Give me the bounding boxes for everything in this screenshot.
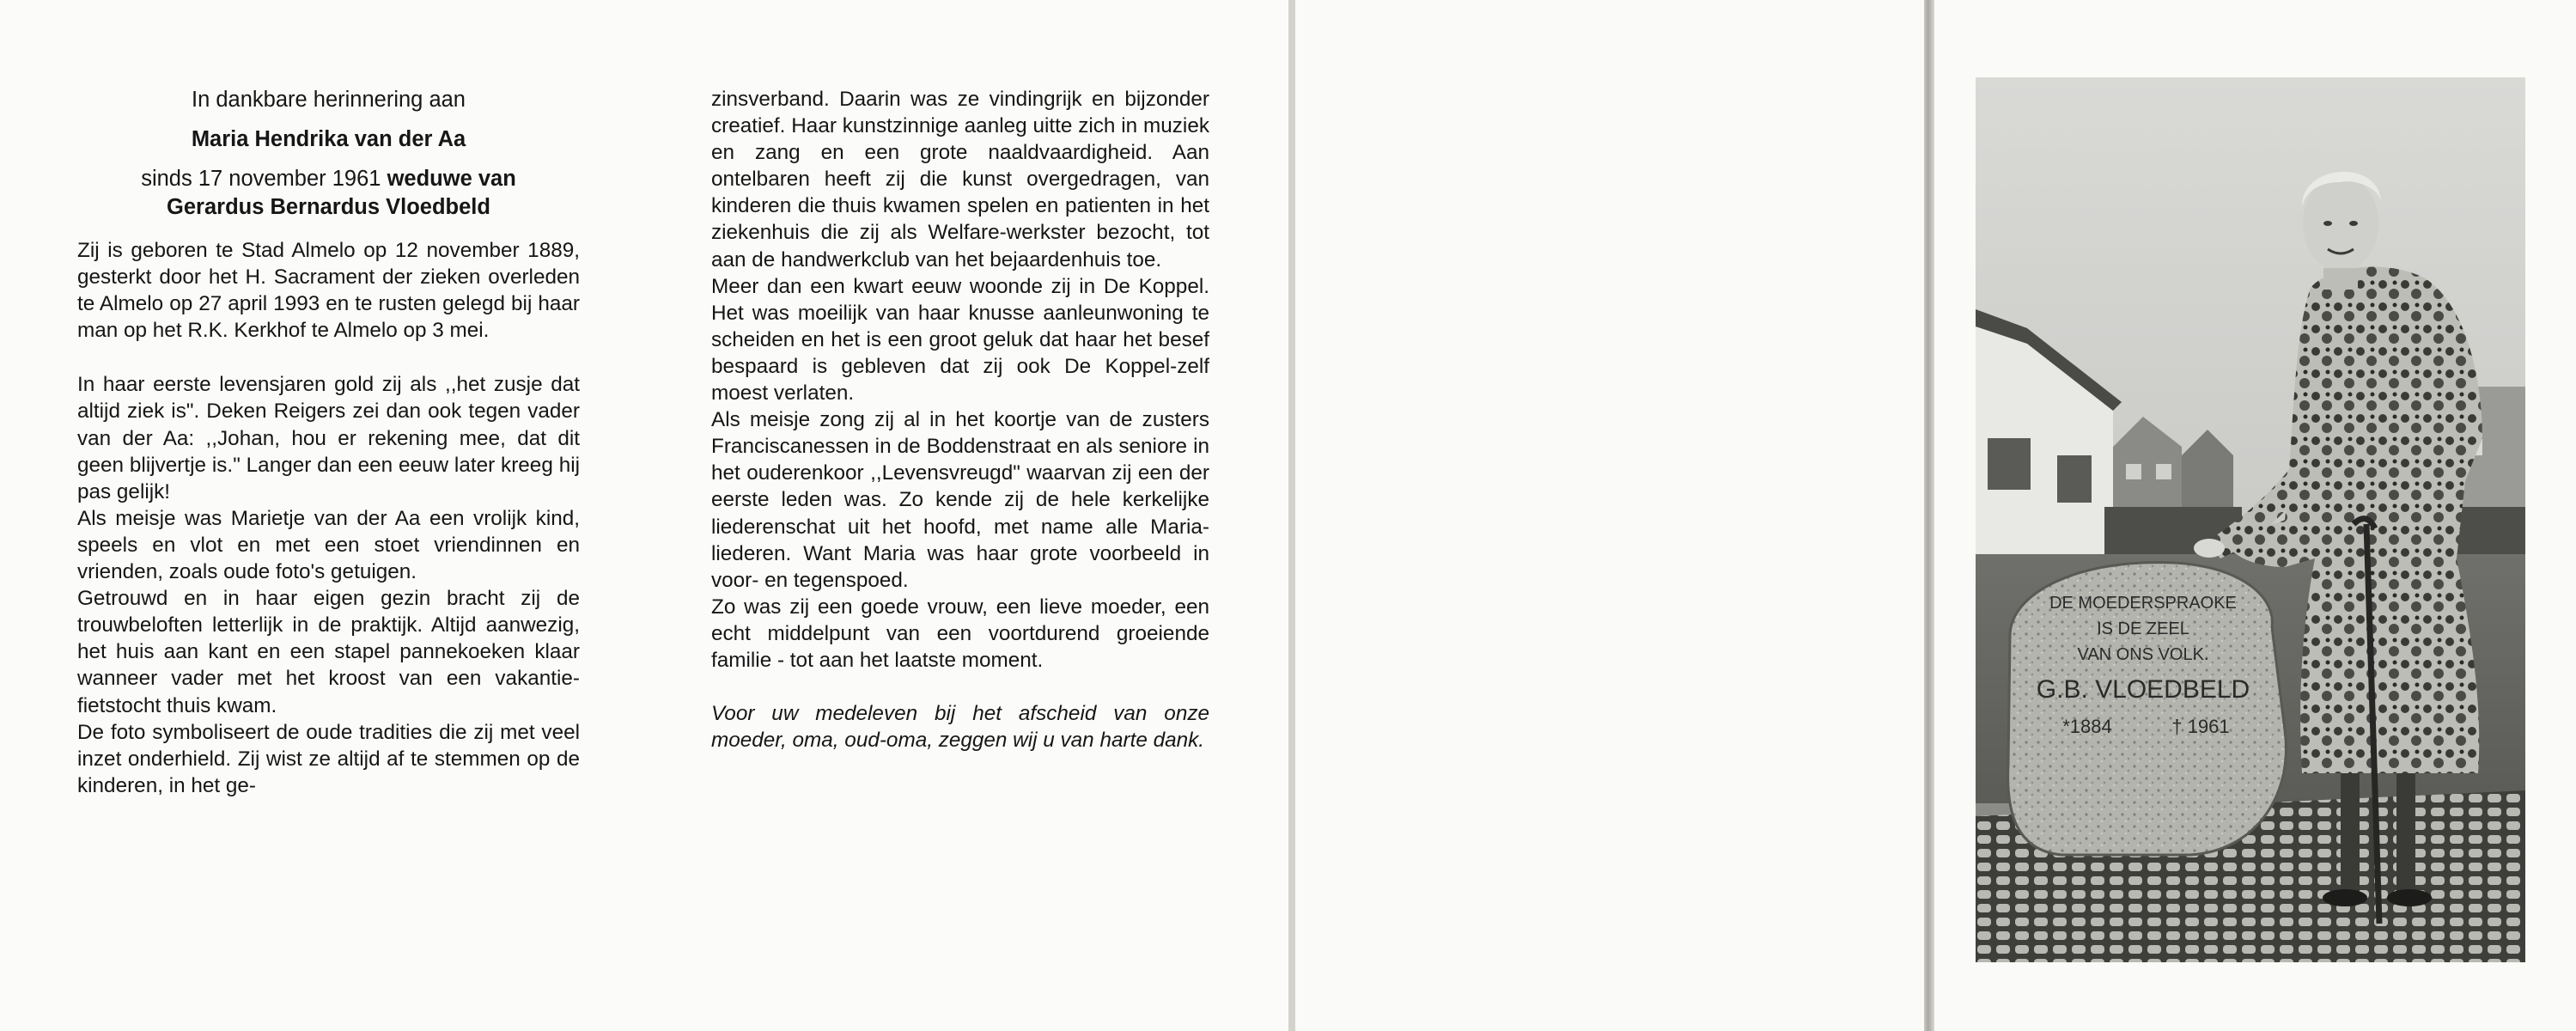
paragraph-mother: Zo was zij een goede vrouw, een lieve moeder, een echt middelpunt van een voortdurend groeiende familie - tot aan het laatste moment. (711, 595, 1209, 672)
stone-inscription-line-2: IS DE ZEEL (2097, 619, 2189, 638)
paragraph-birth: Zij is geboren te Stad Almelo op 12 november 1889, gesterkt door het H. Sacrament der zieken overleden te Almelo op 27 april 1993 en te rusten gelegd bij haar man op het R.K. Kerkhof te Almelo op 3 mei. (77, 239, 580, 343)
paragraph-photo: De foto symboliseert de oude tradities die zij met veel inzet onderhield. Zij wist ze altijd af te stemmen op de kinderen, in het ge- (77, 720, 580, 797)
text-column-left (77, 86, 580, 799)
paragraph-marriage: Getrouwd en in haar eigen gezin bracht zij de trouwbeloften letterlijk in de praktijk. Altijd aanwezig, het huis aan kant en een stapel pannekoeken klaar wanneer vader met het kroost van een vakantie-fietstocht thuis kwam. (77, 587, 580, 717)
paragraph-koppel: Meer dan een kwart eeuw woonde zij in De Koppel. Het was moeilijk van haar knusse aanleunwoning te scheiden en het is een groot geluk dat haar het besef bespaard is gebleven dat zij ook De Koppel-zelf moest verlaten. (711, 274, 1209, 406)
paragraph-photo-continued: zinsverband. Daarin was ze vindingrijk en bijzonder creatief. Haar kunstzinnige aanleg uitte zich in muziek en zang en een grote naaldvaardigheid. Aan ontelbaren heeft zij die kunst overgedragen, van kinderen die thuis kwamen spelen en patienten in het ziekenhuis die zij als Welfare-werkster bezocht, tot aan de handwerkclub van het bejaardenhuis toe. (711, 88, 1209, 271)
widow-line: sinds 17 november 1961 weduwe van (141, 167, 516, 191)
stone-inscription-line-1: DE MOEDERSPRAOKE (2049, 594, 2237, 613)
paragraph-child: Als meisje was Marietje van der Aa een vrolijk kind, speels en vlot en met een stoet vriendinnen en vrienden, zoals oude foto's getuigen. (77, 506, 580, 584)
card-fold (1288, 0, 1295, 1031)
memorial-photo (1976, 77, 2525, 962)
stone-inscription-line-3: VAN ONS VOLK. (2077, 645, 2209, 664)
husband-name: Gerardus Bernardus Vloedbeld (167, 195, 490, 219)
stone-inscription-name: G.B. VLOEDBELD (2036, 675, 2250, 704)
photo-panel-fold (1924, 0, 1934, 1031)
stone-inscription-died: † 1961 (2171, 716, 2230, 737)
text-column-right (711, 86, 1209, 753)
deceased-name: Maria Hendrika van der Aa (191, 127, 466, 151)
paragraph-choir: Als meisje zong zij al in het koortje van de zusters Franciscanessen in de Boddenstraat en als seniore in het ouderenkoor ,,Levensvreugd" waarvan zij een der eerste leden was. Zo kende zij de hele kerkelijke liederenschat uit het hoofd, met name alle Marialiederen. Want Maria was haar grote voorbeeld in voor- en tegenspoed. (711, 408, 1209, 592)
stone-inscription-born: *1884 (2062, 716, 2112, 737)
heading: In dankbare herinnering aan (192, 88, 466, 112)
paragraph-youth: In haar eerste levensjaren gold zij als ,,het zusje dat altijd ziek is". Deken Reigers zei dan ook tegen vader van der Aa: ,,Johan, hou er rekening mee, dat dit geen blijvertje is." Langer dan een eeuw later kreeg hij pas gelijk! (77, 373, 580, 503)
thanks-note: Voor uw medeleven bij het afscheid van onze moeder, oma, oud-oma, zeggen wij u van harte dank. (711, 702, 1209, 753)
